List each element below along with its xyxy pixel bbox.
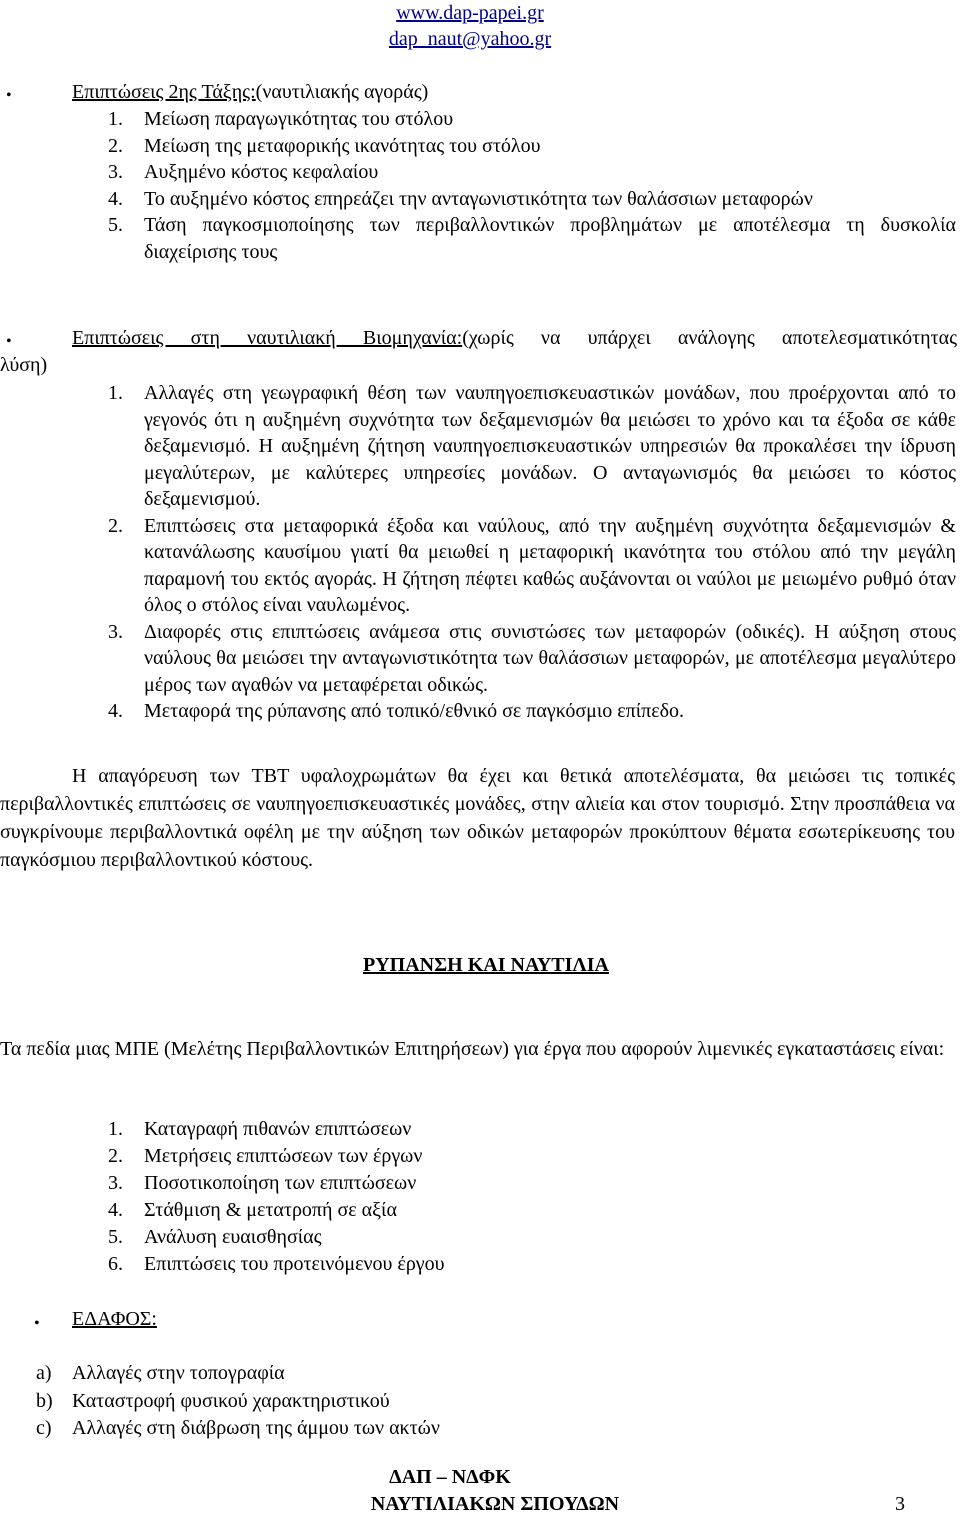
bullet-icon: • [34,1311,40,1338]
list-item [108,1224,808,1251]
paragraph-mpe: Τα πεδία μιας ΜΠΕ (Μελέτης Περιβαλλοντικών Επιτηρήσεων) για έργα που αφορούν λιμενικές εγκαταστάσεις είναι: [0,1035,955,1063]
list-item-number: c) [36,1415,72,1443]
list-item [108,1197,808,1224]
list-item [108,698,956,725]
list-item [108,133,956,160]
section2-heading [72,325,957,352]
list-item-text: Επιπτώσεις στα μεταφορικά έξοδα και ναύλους, από την αυξημένη συχνότητα δεξαμενισμών & κατανάλωσης καυσίμου γιατί θα μειωθεί η μεταφορική ικανότητα του στόλου από την μεγάλη παραμονή του εκτός αγοράς. Η ζήτηση πέφτει καθώς αυξάνονται οι ναύλοι με μειωμένο ρυθμό όταν όλος ο στόλος είναι ναυλωμένος. [144,513,956,619]
section-title: ΡΥΠΑΝΣΗ ΚΑΙ ΝΑΥΤΙΛΙΑ [0,952,960,979]
list-item-number: 3. [108,619,144,699]
section2-list [108,380,956,725]
section3-list [36,1360,736,1443]
list-item-number: 1. [108,106,144,133]
list-item-text: Επιπτώσεις του προτεινόμενου έργου [144,1251,808,1278]
list-item-number: 2. [108,133,144,160]
list-item [108,513,956,619]
email-link[interactable]: dap_naut@yahoo.gr [345,26,595,52]
page-number: 3 [895,1491,905,1517]
list-item [108,1143,808,1170]
list-item-text: Το αυξημένο κόστος επηρεάζει την ανταγωνιστικότητα των θαλάσσιων μεταφορών [144,186,956,213]
section1-list [108,106,956,265]
list-item-text: Αυξημένο κόστος κεφαλαίου [144,159,956,186]
list-item-text: Αλλαγές στη γεωγραφική θέση των ναυπηγοεπισκευαστικών μονάδων, που προέρχονται από το γεγονός ότι η αυξημένη συχνότητα των δεξαμενισμών θα μειώσει το χρόνο και τα έξοδα σε κάθε δεξαμενισμό. Η αυξημένη ζήτηση ναυπηγοεπισκευαστικών υπηρεσιών θα προκαλέσει την ίδρυση μεγαλύτερων, με καλύτερες υπηρεσίες μονάδων. Ο ανταγωνισμός θα μειώσει το κόστος δεξαμενισμού. [144,380,956,513]
section2-heading-title: Επιπτώσεις στη ναυτιλιακή Βιομηχανία: [72,327,462,349]
list-item-number: 5. [108,212,144,265]
list-item-text: Διαφορές στις επιπτώσεις ανάμεσα στις συνιστώσες των μεταφορών (οδικές). Η αύξηση στους ναύλους θα μειώσει την ανταγωνιστικότητα των θαλάσσιων μεταφορών, με αποτέλεσμα μεγαλύτερο μέρος των αγαθών να μεταφέρεται οδικώς. [144,619,956,699]
list-item [108,1251,808,1278]
bullet-icon: • [6,329,12,356]
list-item [108,106,956,133]
list-item-number: 1. [108,380,144,513]
section2-heading-continuation: λύση) [0,352,47,379]
paragraph-tbt: Η απαγόρευση των TBT υφαλοχρωμάτων θα έχει και θετικά αποτελέσματα, θα μειώσει τις τοπικές περιβαλλοντικές επιπτώσεις σε ναυπηγοεπισκευαστικές μονάδες, στην αλιεία και στον τουρισμό. Στην προσπάθεια να συγκρίνουμε περιβαλλοντικά οφέλη με την αύξηση των οδικών μεταφορών προκύπτουν θέματα εσωτερίκευσης του παγκόσμιου περιβαλλοντικού κόστους. [0,762,955,874]
list-item-number: 2. [108,1143,144,1170]
list-item [108,1170,808,1197]
list-item [108,186,956,213]
list-item-number: a) [36,1360,72,1388]
list-item-number: 4. [108,698,144,725]
list-item-number: 4. [108,1197,144,1224]
page-footer [0,1464,960,1517]
list-item-text: Μείωση της μεταφορικής ικανότητας του στόλου [144,133,956,160]
bullet-icon: • [6,83,12,110]
footer-line2-text: ΝΑΥΤΙΛΙΑΚΩΝ ΣΠΟΥΔΩΝ [371,1493,619,1515]
list-item [108,380,956,513]
list-item [108,619,956,699]
list-item-number: 3. [108,159,144,186]
list-item-number: 5. [108,1224,144,1251]
list-item [36,1360,736,1388]
list-item-number: 2. [108,513,144,619]
list-item [108,212,956,265]
list-item-text: Μείωση παραγωγικότητας του στόλου [144,106,956,133]
list-item [108,1116,808,1143]
mpe-list [108,1116,808,1278]
section1-heading-title: Επιπτώσεις 2ης Τάξης: [72,81,256,103]
list-item-text: Μεταφορά της ρύπανσης από τοπικό/εθνικό σε παγκόσμιο επίπεδο. [144,698,956,725]
list-item-text: Μετρήσεις επιπτώσεων των έργων [144,1143,808,1170]
list-item-text: Αλλαγές στη διάβρωση της άμμου των ακτών [72,1415,736,1443]
list-item-number: 4. [108,186,144,213]
list-item-text: Ποσοτικοποίηση των επιπτώσεων [144,1170,808,1197]
footer-line1: ΔΑΠ – ΝΔΦΚ [0,1464,900,1491]
section2-heading-suffix: (χωρίς να υπάρχει ανάλογης αποτελεσματικότητας [462,327,957,349]
list-item-number: 1. [108,1116,144,1143]
list-item [108,159,956,186]
website-link[interactable]: www.dap-papei.gr [345,0,595,26]
list-item [36,1388,736,1416]
list-item-text: Στάθμιση & μετατροπή σε αξία [144,1197,808,1224]
section1-heading-suffix: (ναυτιλιακής αγοράς) [256,81,429,103]
section3-heading: ΕΔΑΦΟΣ: [72,1306,157,1333]
list-item-text: Καταστροφή φυσικού χαρακτηριστικού [72,1388,736,1416]
list-item-text: Αλλαγές στην τοπογραφία [72,1360,736,1388]
list-item-number: b) [36,1388,72,1416]
list-item-text: Ανάλυση ευαισθησίας [144,1224,808,1251]
list-item-number: 6. [108,1251,144,1278]
list-item-text: Τάση παγκοσμιοποίησης των περιβαλλοντικών προβλημάτων με αποτέλεσμα τη δυσκολία διαχείρισης τους [144,212,956,265]
list-item-text: Καταγραφή πιθανών επιπτώσεων [144,1116,808,1143]
page-header [345,0,595,52]
footer-line2 [0,1491,960,1517]
section1-heading [72,79,428,106]
list-item-number: 3. [108,1170,144,1197]
list-item [36,1415,736,1443]
